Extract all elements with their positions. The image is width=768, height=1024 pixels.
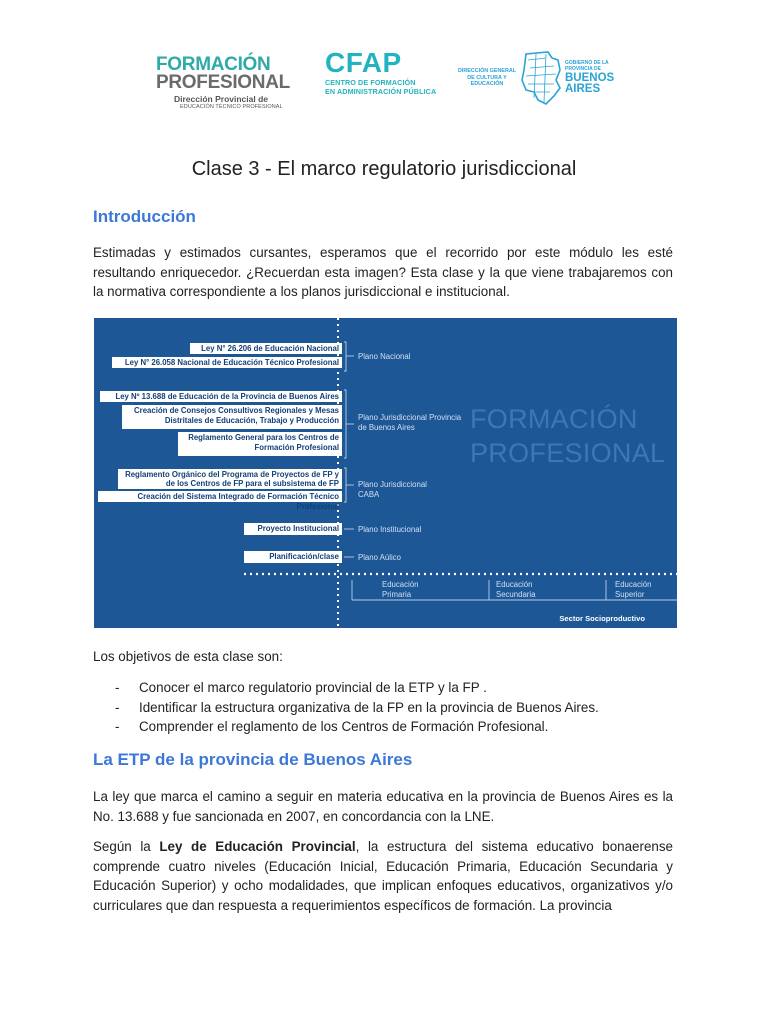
diagram-box-ley-26206: Ley N° 26.206 de Educación Nacional — [190, 343, 342, 354]
level-label-superior: Educación Superior — [615, 580, 652, 599]
cfap-logo-line2: EN ADMINISTRACIÓN PÚBLICA — [325, 87, 437, 96]
etp-p2-bold: Ley de Educación Provincial — [159, 839, 356, 854]
etp-p2-rest: , la estructura del sistema educativo bonaerense comprende cuatro niveles (Educación Inicial, Educación Primaria, Educación Secundaria y Educación Superior) y ocho modalidades, que implican enfoques educativos, organizativos y/o curriculares que dan respuesta a requerimientos específicos de formación. La provincia — [93, 839, 673, 913]
diagram-box-consejos: Creación de Consejos Consultivos Regionales y Mesas Distritales de Educación, Trabajo y Producción — [122, 405, 342, 429]
gba-ba-line2: AIRES — [565, 83, 601, 95]
objective-text: Comprender el reglamento de los Centros de Formación Profesional. — [139, 719, 549, 734]
header-logos — [150, 48, 620, 118]
fp-logo-line3: Dirección Provincial de — [174, 94, 269, 104]
objectives-intro: Los objetivos de esta clase son: — [93, 649, 283, 664]
province-map-icon — [518, 50, 564, 106]
plane-label-jurisdiccional-pba: Plano Jurisdiccional Provincia de Buenos Aires — [358, 413, 462, 432]
list-bullet: - — [115, 699, 120, 715]
plane-label-jurisdiccional-caba: Plano Jurisdiccional CABA — [358, 480, 427, 499]
gba-buenos-aires-text — [565, 73, 614, 95]
list-item — [115, 678, 599, 698]
etp-heading: La ETP de la provincia de Buenos Aires — [93, 750, 413, 769]
diagram-box-planificacion: Planificación/clase — [244, 551, 342, 563]
watermark-line2: PROFESIONAL — [470, 438, 666, 468]
list-item — [115, 717, 599, 737]
intro-paragraph: Estimadas y estimados cursantes, esperamos que el recorrido por este módulo les esté resultando enriquecedor. ¿Recuerdan esta imagen? Esta clase y la que viene trabajaremos con la normativa correspondiente a los planos jurisdiccional e institucional. — [93, 245, 673, 300]
fp-logo-line1: FORMACIÓN — [156, 54, 271, 75]
diagram-watermark — [470, 402, 665, 470]
level-label-secundaria: Educación Secundaria — [496, 580, 536, 599]
plane-label-nacional: Plano Nacional — [358, 352, 411, 361]
gba-logo — [456, 50, 626, 110]
list-bullet: - — [115, 680, 120, 695]
page-title: Clase 3 - El marco regulatorio jurisdiccional — [191, 158, 577, 180]
objectives-list — [115, 678, 599, 737]
gba-ba-line1: BUENOS — [565, 72, 615, 84]
cfap-logo-title: CFAP — [325, 47, 402, 78]
plane-label-institucional: Plano Institucional — [358, 525, 422, 534]
diagram-box-proyecto-institucional: Proyecto Institucional — [244, 523, 342, 535]
diagram-box-reglamento-general: Reglamento General para los Centros de Formación Profesional — [178, 432, 342, 456]
diagram-box-ley-26058: Ley N° 26.058 Nacional de Educación Técnico Profesional — [112, 357, 342, 368]
cfap-logo — [325, 48, 455, 96]
list-item — [115, 698, 599, 718]
objective-text: Conocer el marco regulatorio provincial de la ETP y la FP . — [139, 680, 487, 695]
etp-p2-prefix: Según la — [93, 839, 160, 854]
gba-dg-text: DIRECCIÓN GENERAL DE CULTURA Y EDUCACIÓN — [457, 68, 517, 87]
diagram-box-reglamento-organico: Reglamento Orgánico del Programa de Proyectos de FP y de los Centros de FP para el subsistema de FP — [118, 469, 342, 489]
fp-logo-line2: PROFESIONAL — [156, 72, 290, 93]
diagram-box-ley-13688: Ley Nº 13.688 de Educación de la Provincia de Buenos Aires — [100, 391, 342, 402]
gba-gobierno-text: GOBIERNO DE LA PROVINCIA DE — [565, 60, 609, 72]
intro-heading: Introducción — [93, 207, 196, 226]
plane-label-aulico: Plano Aúlico — [358, 553, 401, 562]
diagram-box-sistema-integrado: Creación del Sistema Integrado de Formación Técnico Profesional — [98, 491, 342, 502]
level-label-primaria: Educación Primaria — [382, 580, 419, 599]
formacion-profesional-logo — [156, 56, 306, 110]
list-bullet: - — [115, 719, 120, 734]
fp-logo-line4: EDUCACIÓN TÉCNICO PROFESIONAL — [180, 104, 283, 110]
cfap-logo-line1: CENTRO DE FORMACIÓN — [325, 78, 416, 87]
etp-paragraph-2 — [93, 837, 673, 915]
etp-paragraph-1: La ley que marca el camino a seguir en materia educativa en la provincia de Buenos Aires es la No. 13.688 y fue sancionada en 2007, en concordancia con la LNE. — [93, 789, 673, 824]
objective-text: Identificar la estructura organizativa de la FP en la provincia de Buenos Aires. — [139, 699, 599, 715]
sector-label: Sector Socioproductivo — [559, 614, 645, 623]
watermark-line1: FORMACIÓN — [470, 404, 638, 434]
regulatory-framework-diagram — [94, 318, 677, 628]
